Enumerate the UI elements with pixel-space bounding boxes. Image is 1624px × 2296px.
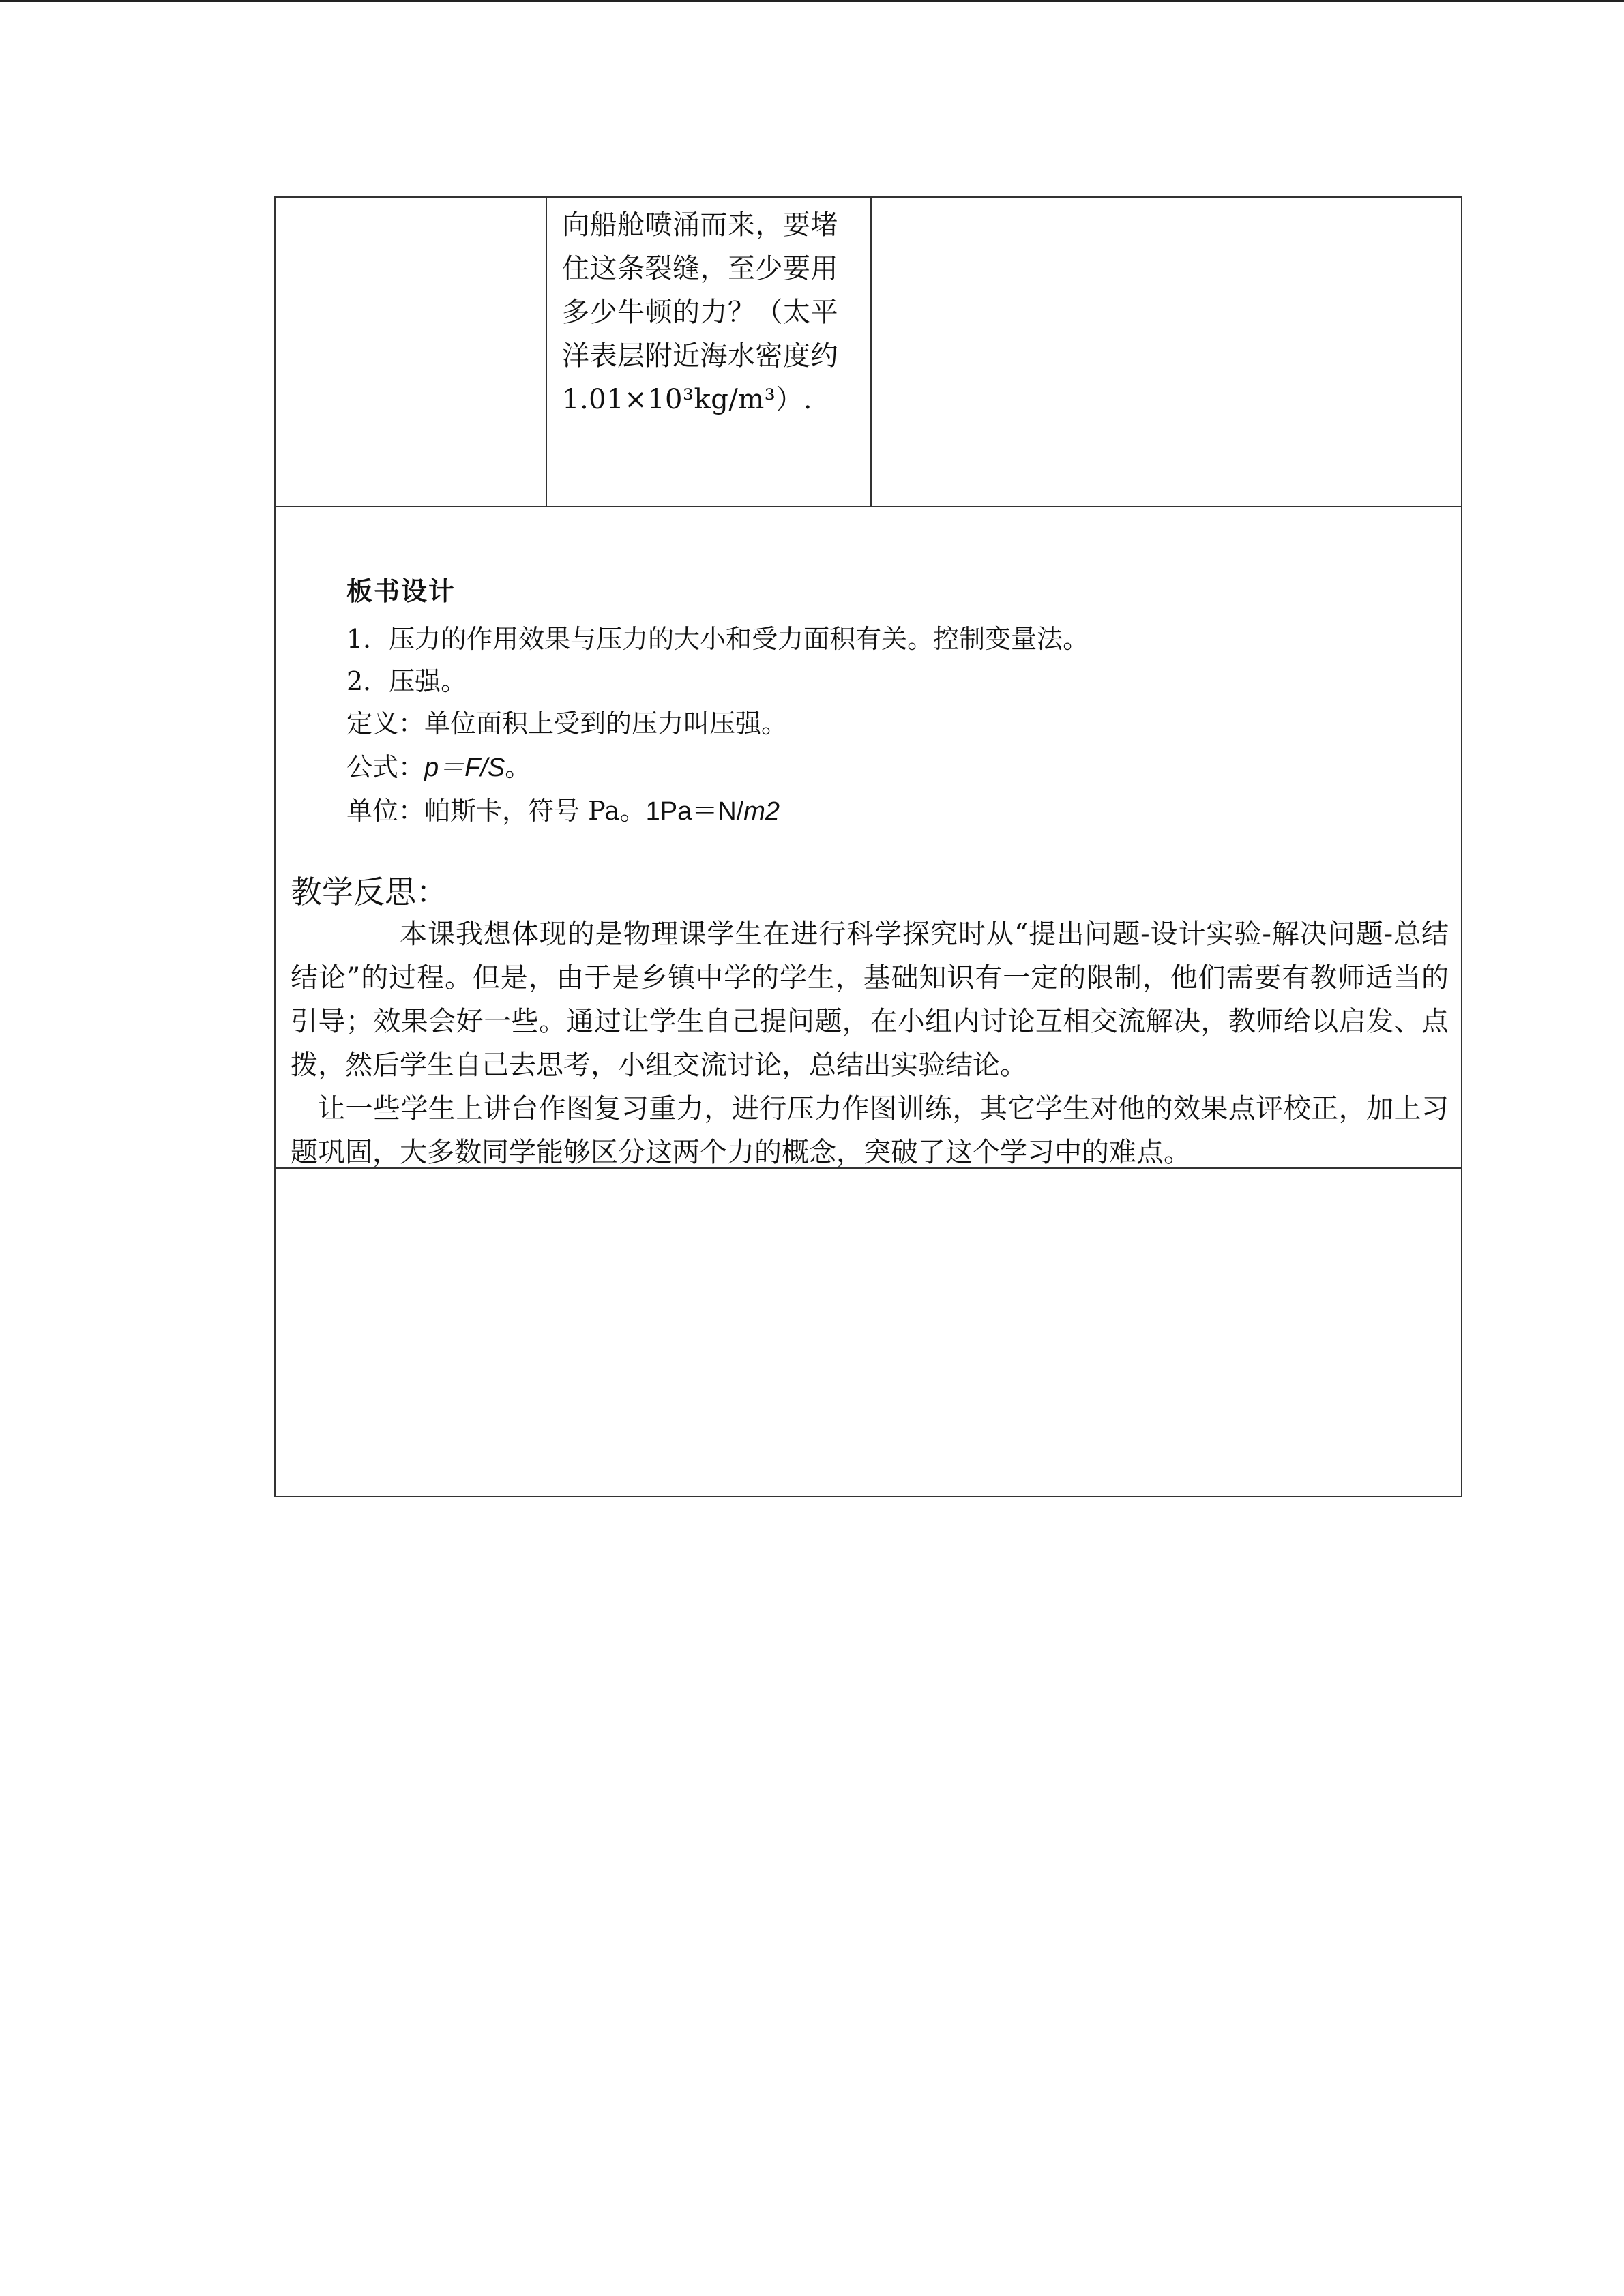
reflection-body	[291, 912, 1449, 1174]
reflection-paragraph-2: 让一些学生上讲台作图复习重力，进行压力作图训练，其它学生对他的效果点评校正，加上习题巩固，大多数同学能够区分这两个力的概念，突破了这个学习中的难点。	[291, 1093, 1449, 1168]
board-design-title: 板书设计	[346, 576, 456, 606]
formula-end: 。	[505, 752, 531, 782]
board-line-1: 1．压力的作用效果与压力的大小和受力面积有关。控制变量法。	[346, 624, 1089, 654]
reflection-title: 教学反思：	[291, 874, 447, 910]
pressure-formula: p＝F/S	[424, 754, 505, 782]
page-top-border	[0, 0, 1624, 2]
table-row-empty	[276, 1169, 1461, 1496]
table-row-exercise	[276, 198, 1461, 507]
table-row-board-and-reflection	[276, 507, 1461, 1169]
board-line-definition: 定义：单位面积上受到的压力叫压强。	[346, 709, 788, 739]
table-cell-left	[276, 198, 547, 506]
table-cell-right	[872, 198, 1461, 506]
board-line-unit	[346, 790, 780, 827]
unit-formula: 1Pa＝N/	[645, 797, 744, 826]
lesson-plan-table	[274, 196, 1462, 1497]
exercise-text: 向船舱喷涌而来，要堵 住这条裂缝，至少要用 多少牛顿的力？（太平 洋表层附近海水密度约 1.01×10³kg/m³）.	[562, 209, 838, 415]
table-cell-exercise	[547, 198, 872, 506]
unit-label: 单位：帕斯卡，符号 Pa。	[346, 796, 646, 826]
board-line-formula	[346, 746, 531, 784]
unit-formula-area: m2	[743, 797, 780, 826]
formula-label: 公式：	[346, 752, 425, 782]
reflection-paragraph-1: 本课我想体现的是物理课学生在进行科学探究时从“提出问题-设计实验-解决问题-总结结论”的过程。但是，由于是乡镇中学的学生，基础知识有一定的限制，他们需要有教师适当的引导；效果会好一些。通过让学生自己提问题，在小组内讨论互相交流解决，教师给以启发、点拨，然后学生自己去思考，小组交流讨论，总结出实验结论。	[291, 919, 1449, 1081]
board-line-2: 2．压强。	[346, 666, 467, 696]
